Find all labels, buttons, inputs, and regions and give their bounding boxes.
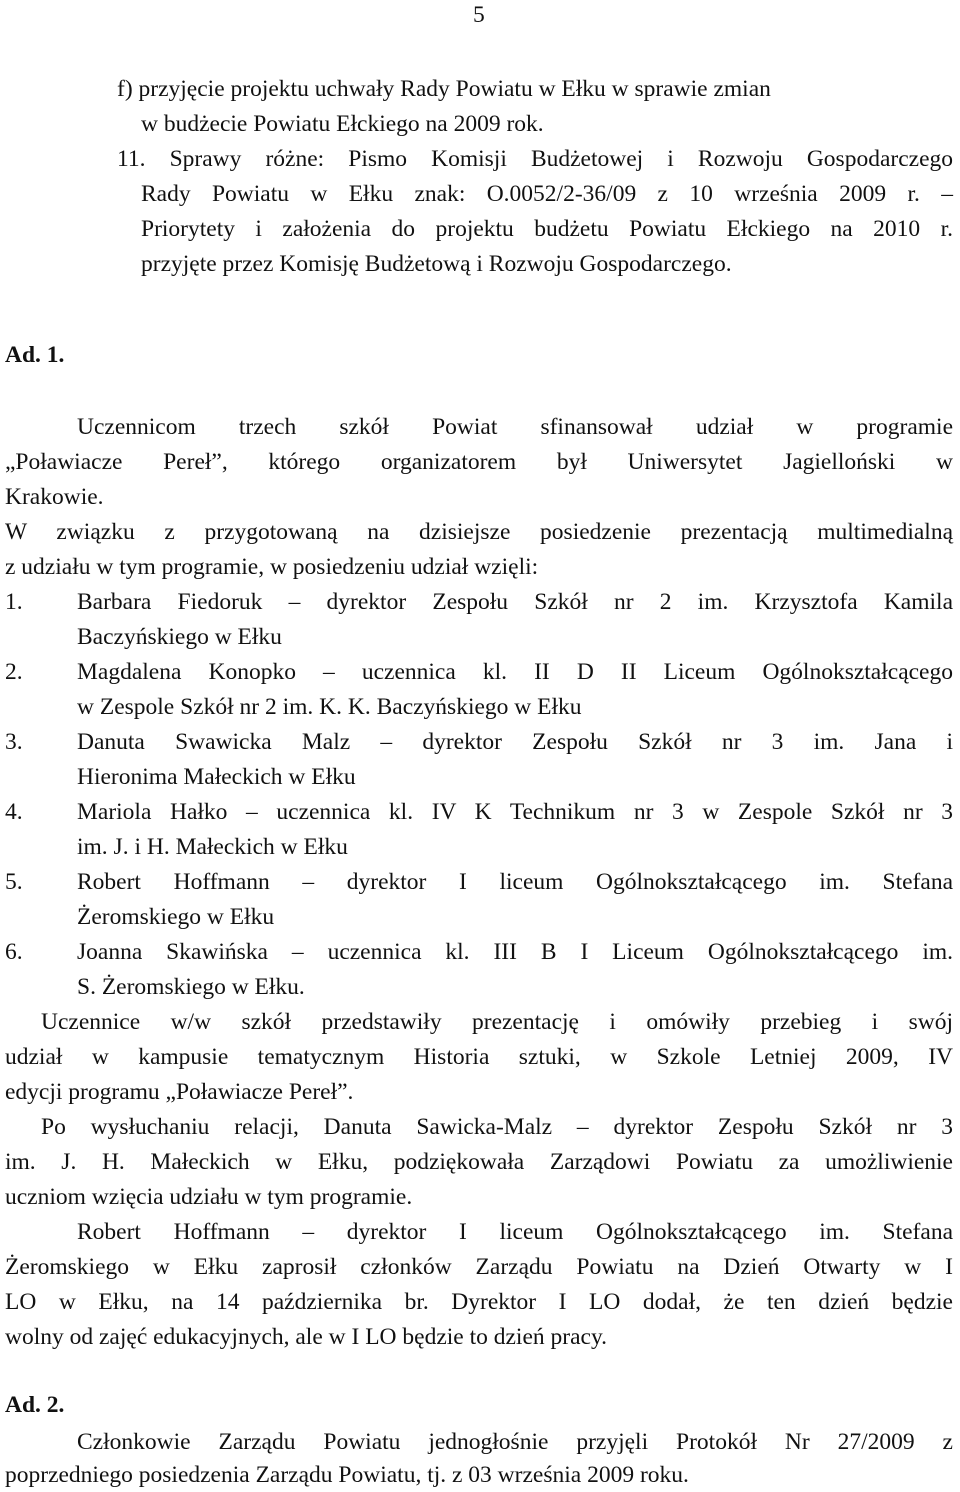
thanks-para-line-2: im. J. H. Małeckich w Ełku, podziękowała Zarządowi Powiatu za umożliwienie <box>5 1149 953 1175</box>
ad2-para-line-2: poprzedniego posiedzenia Zarządu Powiatu, tj. z 03 września 2009 roku. <box>5 1462 689 1488</box>
ad1-intro-line-1: Uczennicom trzech szkół Powiat sfinansował udział w programie <box>77 414 953 440</box>
invite-para-line-3: LO w Ełku, na 14 października br. Dyrektor I LO dodał, że ten dzień będzie <box>5 1289 953 1315</box>
ad1-heading: Ad. 1. <box>5 342 65 368</box>
participant-5-line-1: Robert Hoffmann – dyrektor I liceum Ogólnokształcącego im. Stefana <box>77 869 953 895</box>
ad1-presentation-line-2: z udziału w tym programie, w posiedzeniu udział wzięli: <box>5 554 539 580</box>
ad2-heading: Ad. 2. <box>5 1392 65 1418</box>
participant-4-line-2: im. J. i H. Małeckich w Ełku <box>77 834 348 860</box>
page-number: 5 <box>473 2 485 28</box>
participant-2-line-1: Magdalena Konopko – uczennica kl. II D II Liceum Ogólnokształcącego <box>77 659 953 685</box>
participant-2-line-2: w Zespole Szkół nr 2 im. K. K. Baczyńskiego w Ełku <box>77 694 582 720</box>
participant-1-line-2: Baczyńskiego w Ełku <box>77 624 282 650</box>
participant-1-line-1: Barbara Fiedoruk – dyrektor Zespołu Szkół nr 2 im. Krzysztofa Kamila <box>77 589 953 615</box>
participant-6-line-1: Joanna Skawińska – uczennica kl. III B I Liceum Ogólnokształcącego im. <box>77 939 953 965</box>
participant-2-number: 2. <box>5 659 23 685</box>
students-para-line-3: edycji programu „Poławiacze Pereł”. <box>5 1079 354 1105</box>
agenda-item-f-line-1: f) przyjęcie projektu uchwały Rady Powiatu w Ełku w sprawie zmian <box>117 76 771 102</box>
participant-5-number: 5. <box>5 869 23 895</box>
participant-1-number: 1. <box>5 589 23 615</box>
participant-3-line-1: Danuta Swawicka Malz – dyrektor Zespołu Szkół nr 3 im. Jana i <box>77 729 953 755</box>
participant-4-line-1: Mariola Hałko – uczennica kl. IV K Technikum nr 3 w Zespole Szkół nr 3 <box>77 799 953 825</box>
students-para-line-1: Uczennice w/w szkół przedstawiły prezentację i omówiły przebieg i swój <box>41 1009 953 1035</box>
students-para-line-2: udział w kampusie tematycznym Historia sztuki, w Szkole Letniej 2009, IV <box>5 1044 953 1070</box>
agenda-item-11-line-1: 11. Sprawy różne: Pismo Komisji Budżetowej i Rozwoju Gospodarczego <box>117 146 953 172</box>
participant-3-line-2: Hieronima Małeckich w Ełku <box>77 764 356 790</box>
invite-para-line-2: Żeromskiego w Ełku zaprosił członków Zarządu Powiatu na Dzień Otwarty w I <box>5 1254 953 1280</box>
agenda-item-11-line-2: Rady Powiatu w Ełku znak: O.0052/2-36/09 z 10 września 2009 r. – <box>141 181 953 207</box>
participant-5-line-2: Żeromskiego w Ełku <box>77 904 275 930</box>
invite-para-line-1: Robert Hoffmann – dyrektor I liceum Ogólnokształcącego im. Stefana <box>77 1219 953 1245</box>
thanks-para-line-3: uczniom wzięcia udziału w tym programie. <box>5 1184 413 1210</box>
invite-para-line-4: wolny od zajęć edukacyjnych, ale w I LO będzie to dzień pracy. <box>5 1324 608 1350</box>
participant-4-number: 4. <box>5 799 23 825</box>
ad2-para-line-1: Członkowie Zarządu Powiatu jednogłośnie przyjęli Protokół Nr 27/2009 z <box>77 1429 953 1455</box>
ad1-presentation-line-1: W związku z przygotowaną na dzisiejsze posiedzenie prezentacją multimedialną <box>5 519 953 545</box>
ad1-intro-line-3: Krakowie. <box>5 484 104 510</box>
participant-3-number: 3. <box>5 729 23 755</box>
agenda-item-f-line-2: w budżecie Powiatu Ełckiego na 2009 rok. <box>141 111 544 137</box>
ad1-intro-line-2: „Poławiacze Pereł”, którego organizatorem był Uniwersytet Jagielloński w <box>5 449 953 475</box>
thanks-para-line-1: Po wysłuchaniu relacji, Danuta Sawicka-Malz – dyrektor Zespołu Szkół nr 3 <box>41 1114 953 1140</box>
agenda-item-11-line-3: Priorytety i założenia do projektu budżetu Powiatu Ełckiego na 2010 r. <box>141 216 953 242</box>
participant-6-line-2: S. Żeromskiego w Ełku. <box>77 974 305 1000</box>
participant-6-number: 6. <box>5 939 23 965</box>
agenda-item-11-line-4: przyjęte przez Komisję Budżetową i Rozwoju Gospodarczego. <box>141 251 732 277</box>
